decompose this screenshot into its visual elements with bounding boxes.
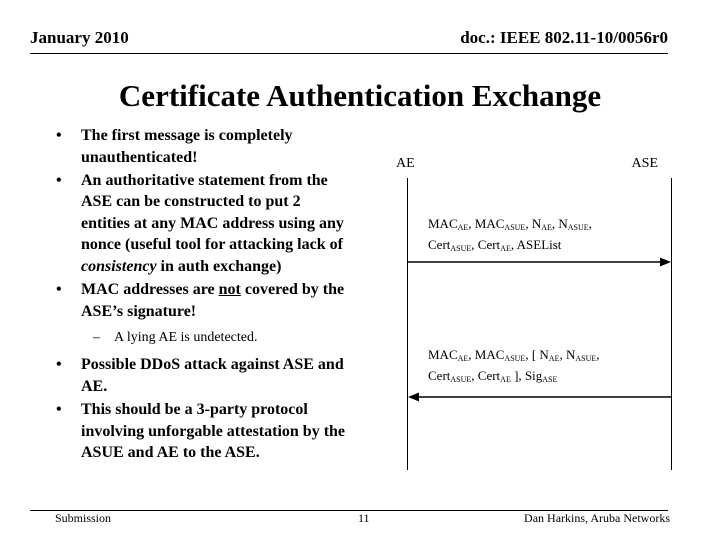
bullet-text: in auth exchange)	[156, 258, 282, 276]
emphasis-not: not	[218, 281, 241, 299]
party-label-ae: AE	[396, 156, 415, 171]
message-2-line-1: $MAC_{AE}$, $MAC_{ASUE}$, [ $N_{AE}$, $N_{ASUE}$,	[428, 347, 600, 363]
bullet-mac-addresses	[48, 279, 348, 322]
bullet-text: Possible DDoS attack against ASE and AE.	[81, 356, 344, 395]
message-1-arrow	[408, 256, 671, 268]
bullet-unauthenticated	[48, 125, 348, 168]
header-divider	[30, 53, 668, 54]
bullet-text: covered by the ASE’s signature!	[81, 281, 345, 320]
slide-title: Certificate Authentication Exchange	[118, 78, 602, 113]
bullet-text: An authoritative statement from the ASE can be constructed to put 2 entities at any MAC address using any nonce (useful tool for attacking lack of	[81, 171, 344, 254]
footer-author: Dan Harkins, Aruba Networks	[524, 511, 670, 525]
header-date: January 2010	[30, 28, 129, 47]
message-1-line-2: Cert$_{ASUE}$, Cert$_{AE}$, ASEList	[428, 237, 562, 253]
footer-submission: Submission	[55, 511, 112, 525]
bullet-text: This should be a 3-party protocol involving unforgable attestation by the ASUE and AE to the ASE.	[81, 401, 346, 462]
lifeline-ae	[407, 178, 408, 470]
bullet-list	[48, 125, 348, 465]
message-1-label	[428, 215, 592, 257]
bullet-text: MAC addresses are	[81, 281, 219, 299]
header-doc-id: doc.: IEEE 802.11-10/0056r0	[460, 28, 668, 47]
message-2-line-2: Cert$_{ASUE}$, Cert$_{AE}$ ], Sig$_{ASE}$	[428, 368, 558, 384]
lifeline-ase	[671, 178, 672, 470]
sub-bullet-lying-ae: – A lying AE is undetected.	[48, 328, 348, 348]
party-label-ase: ASE	[631, 156, 658, 171]
bullet-authoritative-statement	[48, 170, 348, 278]
page-number: 11	[358, 511, 370, 525]
bullet-text: The first message is completely unauthenticated!	[81, 127, 293, 166]
message-2-arrow	[408, 391, 671, 403]
message-2-label	[428, 346, 600, 388]
message-1-line-1: $MAC_{AE}$, $MAC_{ASUE}$, $N_{AE}$, $N_{ASUE}$,	[428, 216, 592, 232]
emphasis-consistency: consistency	[81, 258, 157, 276]
bullet-ddos	[48, 354, 348, 397]
bullet-three-party	[48, 399, 348, 464]
